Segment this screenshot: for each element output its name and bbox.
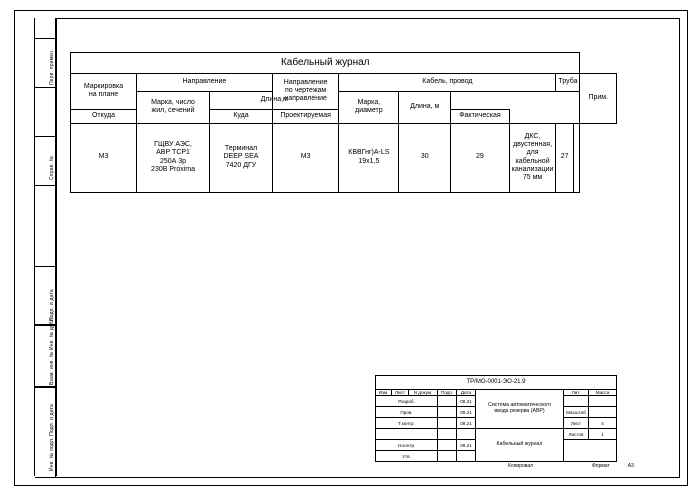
title-block — [375, 375, 617, 462]
header-marking: Маркировка на плане — [71, 73, 137, 109]
cell-length-actual: 29 — [451, 123, 509, 192]
stamp-sign-2 — [438, 418, 457, 429]
stamp-sheet-label: Лист — [564, 418, 589, 429]
left-margin-label-0: Перв. примен. — [49, 49, 55, 85]
stamp-sign-4 — [438, 440, 457, 451]
header-pipe-length: Длина, м — [399, 91, 451, 123]
stamp-scale-label: Масштаб — [564, 407, 589, 418]
stamp-role-3 — [376, 429, 438, 440]
stamp-sign-0 — [438, 396, 457, 407]
cell-pipe-length: 27 — [556, 123, 573, 192]
cell-pipe-brand: ДКС, двустенная, для кабельной канализации 75 мм — [509, 123, 556, 192]
copy-label: Копировал — [508, 463, 534, 469]
format-label — [592, 463, 634, 469]
header-direction: Направление — [137, 73, 273, 91]
stamp-date-1: 09.21 — [457, 407, 476, 418]
stamp-row-3 — [376, 429, 617, 440]
stamp-mass-label: Масса — [589, 390, 617, 396]
page-title: Кабельный журнал — [71, 53, 580, 74]
left-margin-label-3: Взам. инв. № Инв. № дубл. — [49, 316, 55, 385]
cell-from: ГЩВУ АЭС, АВР ТСР1 250А 3р 230В Proxima — [137, 123, 210, 192]
stamp-sign-3 — [438, 429, 457, 440]
left-margin-column — [34, 18, 57, 476]
table-title-row — [71, 53, 617, 74]
header-to: Куда — [210, 109, 273, 123]
stamp-doc-title: Кабельный журнал — [476, 429, 564, 462]
stamp-role-1: Пров. — [376, 407, 438, 418]
left-margin-cell-1 — [35, 136, 56, 186]
stamp-sign-5 — [438, 451, 457, 462]
stamp-role-0: Разраб. — [376, 396, 438, 407]
stamp-header-date: Дата — [457, 390, 476, 396]
stamp-header-docnum: N докум. — [409, 390, 438, 396]
cell-drawing-direction: М3 — [272, 123, 338, 192]
stamp-date-0: 09.21 — [457, 396, 476, 407]
stamp-date-5 — [457, 451, 476, 462]
stamp-sheets-label: Листов — [564, 429, 589, 440]
stamp-blank-cell — [564, 440, 617, 462]
stamp-header-izm: Изм. — [376, 390, 392, 396]
cell-to: Терминал DEEP SEA 7420 ДГУ — [210, 123, 273, 192]
stamp-document-code: ТР/МО-0001-ЭО-21.9 — [376, 376, 617, 390]
stamp-date-3 — [457, 429, 476, 440]
left-margin-label-2: Подп. и дата — [49, 289, 55, 321]
stamp-sign-1 — [438, 407, 457, 418]
left-margin-cell-0 — [35, 38, 56, 88]
stamp-object-title: Система автоматического ввода резерва (АВР) — [476, 390, 564, 429]
header-length-group: Длина,м — [210, 91, 339, 109]
stamp-lit-value — [564, 396, 589, 407]
stamp-role-4: Н.контр. — [376, 440, 438, 451]
cable-journal-table — [70, 52, 617, 193]
stamp-role-2: Т.контр. — [376, 418, 438, 429]
header-drawing-direction: Направление по чертежам направление — [272, 73, 338, 109]
header-length-design: Проектируемая — [272, 109, 338, 123]
cell-marking: М3 — [71, 123, 137, 192]
stamp-scale-value — [589, 407, 617, 418]
stamp-date-4: 09.21 — [457, 440, 476, 451]
cell-length-design: 30 — [399, 123, 451, 192]
stamp-mass-value — [589, 396, 617, 407]
format-value: А3 — [627, 463, 634, 469]
stamp-header-sign: Подп. — [438, 390, 457, 396]
left-margin-label-4: Инв. № подл. Подп. и дата — [49, 404, 55, 471]
stamp-sheet-value: 4 — [589, 418, 617, 429]
format-label-text: Формат — [592, 463, 610, 469]
cell-cable-brand: КВВГнг)А-LS 19х1,5 — [339, 123, 399, 192]
header-pipe-brand: Марка, диаметр — [339, 91, 399, 123]
left-margin-cell-4 — [35, 386, 56, 478]
table-header-row-2 — [71, 91, 617, 109]
left-margin-cell-3 — [35, 316, 56, 388]
cell-note — [573, 123, 580, 192]
stamp-header-list: Лист — [392, 390, 409, 396]
header-cable-group: Кабель, провод — [339, 73, 556, 91]
table-header-row-1 — [71, 73, 617, 91]
stamp-date-2: 09.21 — [457, 418, 476, 429]
left-margin-label-1: Справ. № — [49, 155, 55, 180]
header-length-actual: Фактическая — [451, 109, 509, 123]
stamp-lit-label: Лит. — [564, 390, 589, 396]
stamp-sheets-value: 1 — [589, 429, 617, 440]
header-note: Прим. — [580, 73, 617, 123]
header-from: Откуда — [71, 109, 137, 123]
header-cable-brand: Марка, число жил, сечений — [137, 91, 210, 123]
stamp-role-5: Утв. — [376, 451, 438, 462]
stamp-code-row — [376, 376, 617, 390]
table-row — [71, 123, 617, 192]
header-pipe-group: Труба — [556, 73, 580, 91]
